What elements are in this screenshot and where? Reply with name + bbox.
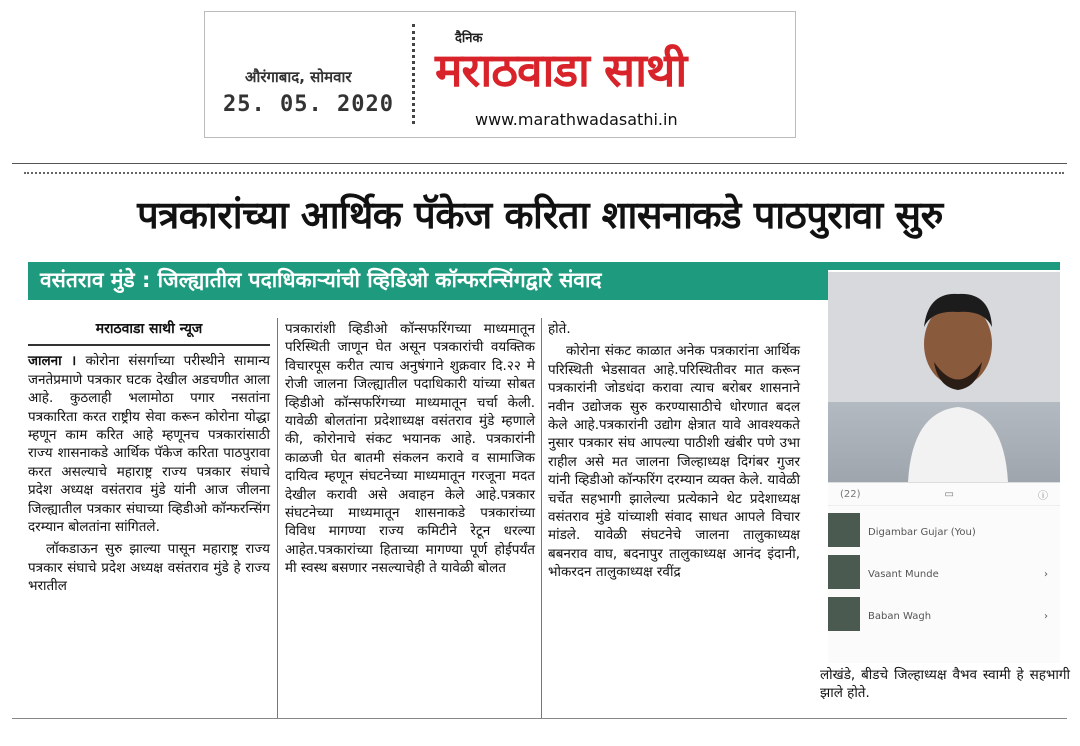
video-thumbnail: [828, 597, 860, 631]
participant-name: Digambar Gujar (You): [868, 527, 976, 538]
top-rule: [12, 163, 1067, 164]
newspaper-logo: मराठवाडा साथी: [435, 43, 687, 97]
info-icon[interactable]: ⓘ: [1037, 490, 1048, 502]
chat-icon[interactable]: ▭: [944, 488, 954, 500]
column-divider: [541, 318, 542, 718]
chevron-right-icon: ›: [1044, 569, 1048, 580]
subheadline: वसंतराव मुंडे : जिल्ह्यातील पदाधिकाऱ्यांची व्हिडिओ कॉन्फरन्सिंगद्वारे संवाद: [40, 268, 602, 292]
headline: पत्रकारांच्या आर्थिक पॅकेज करिता शासनाकडे पाठपुरावा सुरु: [137, 193, 943, 237]
video-conference-panel: [828, 482, 1060, 663]
paragraph: कोरोना संकट काळात अनेक पत्रकारांना आर्थिक परिस्थिती भेडसावत आहे.परिस्थितीवर मात करून पत्रकारांनी जोडधंदा करावा त्याच बरोबर शासनाने नवीन उद्योजक सुरु करण्यासाठीचे धोरणात बदल केले आहे.पत्रकारांनी उद्योग क्षेत्रात यावे आवश्यकते नुसार पत्रकार संघ आपल्या पाठीशी खंबीर पणे उभा राहील असे मत जालना जिल्हाध्यक्ष दिगंबर गुजर यांनी व्हिडीओ कॉन्फरिंग दरम्यान व्यक्त केले. यावेळी चर्चेत सहभागी झालेल्या प्रत्येकाने थेट प्रदेशाध्यक्ष वसंतराव मुंडे यांच्याशी संवाद साधत आपले विचार मांडले. यावेळी संघटनेचे जालना तालुकाध्यक्ष बबनराव वाघ, बदनापुर तालुकाध्यक्ष आनंद इंदानी, भोकरदन तालुकाध्यक्ष रवींद्र: [548, 343, 800, 581]
column-3: [548, 320, 800, 586]
website-link[interactable]: www.marathwadasathi.in: [475, 110, 678, 129]
daily-label: दैनिक: [455, 31, 483, 46]
bottom-rule: [12, 718, 1067, 719]
participant-name: Vasant Munde: [868, 569, 939, 580]
column-1: [28, 318, 270, 600]
paragraph: पत्रकारांशी व्हिडीओ कॉन्सफरिंगच्या माध्यमातून परिस्थिती जाणून घेत असून पत्रकारांची वयक्तिक विचारपूस करीत त्याच अनुषंगाने शुक्रवार दि.२२ मे रोजी जालना जिल्ह्यातील पदाधिकारी यांच्या सोबत व्हिडीओ कॉन्सफरिंगच्या माध्यमातून चर्चा केली. यावेळी बोलतांना प्रदेशाध्यक्ष वसंतराव मुंडे म्हणाले की, कोरोनाचे संकट भयानक आहे. पत्रकारांनी काळजी घेत बातमी संकलन करावे व सामाजिक दायित्व म्हणून संघटनेच्या माध्यमातून गरजूना मदत देखील करावी असे अवाहन केले आहे.पत्रकार संघटनेच्या माध्यमातून शासनाकडे पत्रकारांच्या विविध मागण्या राज्य कमिटीने रेटून धरल्या आहेत.पत्रकारांच्या हिताच्या मागण्या पूर्ण होईपर्यंत मी स्वस्थ बसणार नसल्याचेही ते यावेळी बोलत: [285, 321, 535, 577]
subheadline-bar-extension: [828, 262, 1060, 270]
column-4: [820, 666, 1070, 707]
participant-count: (22): [840, 488, 861, 500]
participant-row[interactable]: [868, 569, 1048, 580]
participant-name: Baban Wagh: [868, 611, 932, 622]
paragraph: लोखंडे, बीडचे जिल्हाध्यक्ष वैभव स्वामी हे सहभागी झाले होते.: [820, 667, 1070, 702]
news-photo: [828, 272, 1060, 482]
column-divider: [277, 318, 278, 718]
paragraph: होते.: [548, 321, 571, 337]
dotted-rule: [24, 172, 1064, 174]
paragraph: लॉकडाऊन सुरु झाल्या पासून महाराष्ट्र राज्य पत्रकार संघाचे प्रदेश अध्यक्ष वसंतराव मुंडे हे राज्य भरातील: [28, 541, 270, 595]
paragraph-text: कोरोना संसर्गाच्या परीस्थीने सामान्य जनतेप्रमाणे पत्रकार घटक देखील अडचणीत आला आहे. कुठलाही भलामोठा पगार नसतांना पत्रकारिता करत राष्ट्रीय सेवा करून कोरोना योद्धा म्हणून काम करित आहे म्हणूनच पत्रकारांसाठी राज्य शासनाकडे आर्थिक पॅकेज करिता पाठपुरावा करत असल्याचे महाराष्ट्र राज्य पत्रकार संघाचे प्रदेश अध्यक्ष वसंतराव मुंडे यांनी आज जीलना जिल्ह्यातील पत्रकार संघाच्या व्हिडीओ कॉन्फरन्सिंग दरम्यान बोलतांना सांगितले.: [28, 353, 270, 536]
dateline-place: जालना ।: [28, 353, 77, 370]
video-thumbnail: [828, 513, 860, 547]
vc-toolbar: [828, 483, 1060, 506]
person-photo: [898, 282, 1018, 482]
paragraph: [28, 352, 270, 536]
column-2: [285, 320, 535, 582]
byline: मराठवाडा साथी न्यूज: [28, 318, 270, 346]
video-thumbnail: [828, 555, 860, 589]
masthead-divider: [412, 24, 415, 124]
masthead: [204, 11, 796, 138]
participant-row[interactable]: [868, 527, 1048, 538]
dateline: औरंगाबाद, सोमवार: [245, 68, 352, 86]
chevron-right-icon: ›: [1044, 611, 1048, 622]
issue-date: 25. 05. 2020: [223, 92, 394, 117]
participant-row[interactable]: [868, 611, 1048, 622]
